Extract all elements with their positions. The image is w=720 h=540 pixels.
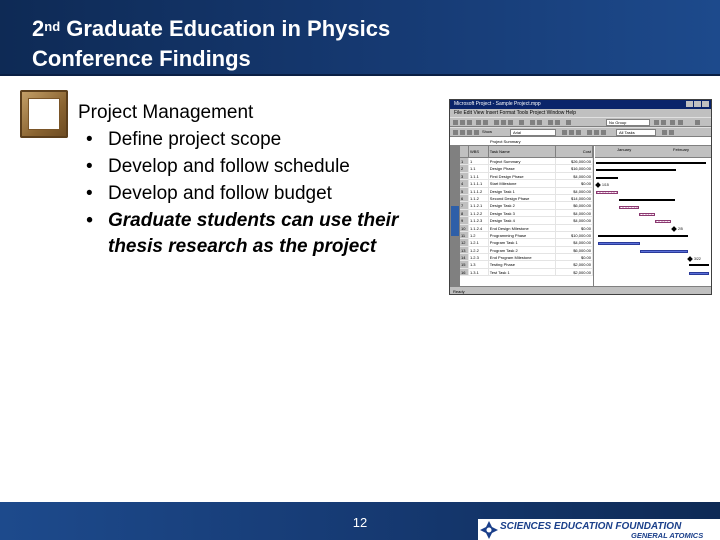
- table-cell: Program Task 1: [489, 239, 556, 245]
- table-row: [460, 269, 593, 276]
- gantt-milestone-label: 1/15: [602, 183, 609, 187]
- copy-picture-icon: [678, 120, 683, 125]
- notes-icon: [555, 120, 560, 125]
- outdent-icon: [453, 130, 458, 135]
- group-box: No Group: [606, 119, 650, 126]
- gantt-task-bar: [598, 242, 640, 245]
- table-cell: 1.1.2.3: [469, 217, 489, 223]
- table-cell: $6,000.00: [556, 247, 593, 253]
- table-cell: Design Task 2: [489, 202, 556, 208]
- table-cell: Second Design Phase: [489, 195, 556, 201]
- task-grid: [460, 146, 594, 286]
- bullet-item: [86, 181, 428, 207]
- slide-body: [78, 100, 428, 260]
- table-cell: 1: [460, 158, 469, 164]
- link-icon: [530, 120, 535, 125]
- bullet-text: Develop and follow schedule: [108, 156, 350, 177]
- table-cell: $6,000.00: [556, 202, 593, 208]
- title-line-1-text: Graduate Education in Physics: [60, 16, 391, 41]
- table-cell: 3: [460, 173, 469, 179]
- frame-inner: [28, 98, 60, 130]
- project-toolbar-formatting: [450, 127, 711, 137]
- view-bar: [450, 146, 460, 286]
- table-cell: Test Task 1: [489, 269, 556, 275]
- title-bar: [0, 0, 720, 76]
- gantt-task-bar: [689, 272, 709, 275]
- bold-icon: [562, 130, 567, 135]
- open-icon: [460, 120, 465, 125]
- sef-logo-icon: [480, 521, 498, 539]
- table-cell: 1.1.1.2: [469, 188, 489, 194]
- table-cell: End Program Milestone: [489, 254, 556, 260]
- table-cell: $4,000.00: [556, 239, 593, 245]
- gantt-summary-bar: [596, 169, 676, 171]
- table-row: [460, 261, 593, 268]
- gantt-month: January: [617, 147, 632, 152]
- project-window-title: Microsoft Project - Sample Project.mpp: [454, 101, 541, 107]
- save-icon: [467, 120, 472, 125]
- gantt-month: February: [673, 147, 690, 152]
- gantt-milestone: [595, 182, 601, 188]
- table-cell: 1: [469, 158, 489, 164]
- underline-icon: [576, 130, 581, 135]
- align-left-icon: [587, 130, 592, 135]
- table-cell: $10,000.00: [556, 232, 593, 238]
- maximize-icon: [694, 101, 701, 107]
- bullet-item: [86, 208, 428, 260]
- table-cell: 5: [460, 188, 469, 194]
- table-cell: 1.3: [469, 261, 489, 267]
- gantt-chart: [595, 146, 711, 286]
- zoom-in-icon: [654, 120, 659, 125]
- entry-bar: Project Summary: [450, 137, 711, 146]
- table-cell: 12: [460, 239, 469, 245]
- table-cell: 1.2.2: [469, 247, 489, 253]
- table-cell: End Design Milestone: [489, 225, 556, 231]
- table-cell: 14: [460, 254, 469, 260]
- table-row: [460, 158, 593, 165]
- unlink-icon: [537, 120, 542, 125]
- gantt-task-bar: [640, 250, 688, 253]
- body-heading: Project Management: [78, 102, 254, 123]
- table-row: [460, 254, 593, 261]
- bullet-dot: •: [86, 156, 93, 177]
- print-icon: [476, 120, 481, 125]
- table-cell: $0.00: [556, 254, 593, 260]
- grid-header-cell: Cost: [556, 146, 593, 157]
- project-screenshot: [449, 99, 712, 295]
- zoom-out-icon: [661, 120, 666, 125]
- table-cell: 1.1.2: [469, 195, 489, 201]
- bullet-dot: •: [86, 129, 93, 150]
- window-buttons: [686, 101, 709, 107]
- table-cell: 15: [460, 261, 469, 267]
- table-row: [460, 239, 593, 246]
- table-cell: Start Milestone: [489, 180, 556, 186]
- font-box: Arial: [510, 129, 556, 136]
- table-cell: 1.1.1.1: [469, 180, 489, 186]
- table-cell: Design Phase: [489, 165, 556, 171]
- table-cell: $16,000.00: [556, 165, 593, 171]
- table-cell: 11: [460, 232, 469, 238]
- gantt-milestone: [687, 256, 693, 262]
- gantt-milestone: [671, 226, 677, 232]
- title-ordinal-number: 2: [32, 16, 45, 41]
- align-center-icon: [594, 130, 599, 135]
- table-cell: $26,000.00: [556, 158, 593, 164]
- table-cell: Testing Phase: [489, 261, 556, 267]
- table-cell: $2,000.00: [556, 261, 593, 267]
- align-right-icon: [601, 130, 606, 135]
- table-cell: $0.00: [556, 180, 593, 186]
- grid-header-cell: [460, 146, 469, 157]
- table-cell: 1.2.1: [469, 239, 489, 245]
- page-number: 12: [352, 515, 368, 530]
- table-cell: $4,000.00: [556, 217, 593, 223]
- table-cell: 8: [460, 210, 469, 216]
- table-cell: Programming Phase: [489, 232, 556, 238]
- task-info-icon: [548, 120, 553, 125]
- assign-icon: [566, 120, 571, 125]
- gantt-timescale: [595, 146, 711, 158]
- table-cell: 1.1: [469, 165, 489, 171]
- table-row: [460, 247, 593, 254]
- gantt-task-bar: [596, 191, 618, 194]
- gantt-view-label: [451, 206, 459, 236]
- show-label: Show: [482, 129, 493, 134]
- table-cell: 16: [460, 269, 469, 275]
- table-row: [460, 225, 593, 232]
- indent-icon: [460, 130, 465, 135]
- show-subtasks-icon: [467, 130, 472, 135]
- project-toolbar-standard: [450, 117, 711, 127]
- project-window-titlebar: [450, 100, 711, 109]
- grid-header-cell: WBS: [469, 146, 489, 157]
- title-line-2: Conference Findings: [32, 46, 251, 71]
- hide-subtasks-icon: [474, 130, 479, 135]
- copy-icon: [501, 120, 506, 125]
- table-row: [460, 210, 593, 217]
- gantt-summary-bar: [619, 199, 675, 201]
- table-cell: 1.1.2.2: [469, 210, 489, 216]
- undo-icon: [519, 120, 524, 125]
- table-cell: Design Task 4: [489, 217, 556, 223]
- table-cell: 1.1.2.4: [469, 225, 489, 231]
- cut-icon: [494, 120, 499, 125]
- table-row: [460, 195, 593, 202]
- table-row: [460, 217, 593, 224]
- table-row: [460, 202, 593, 209]
- gantt-summary-bar: [596, 177, 618, 179]
- bullet-text: Develop and follow budget: [108, 183, 332, 204]
- table-cell: 4: [460, 180, 469, 186]
- table-cell: Program Task 2: [489, 247, 556, 253]
- gantt-wizard-icon: [669, 130, 674, 135]
- table-cell: Design Task 1: [489, 188, 556, 194]
- minimize-icon: [686, 101, 693, 107]
- grid-rows: [460, 158, 593, 276]
- gantt-milestone-label: 3/22: [694, 257, 701, 261]
- preview-icon: [483, 120, 488, 125]
- gantt-task-bar: [619, 206, 639, 209]
- gantt-summary-bar: [596, 162, 706, 164]
- table-cell: $4,000.00: [556, 210, 593, 216]
- table-row: [460, 180, 593, 187]
- table-cell: 1.2: [469, 232, 489, 238]
- gantt-milestone-label: 2/5: [678, 227, 683, 231]
- table-cell: 1.1.1: [469, 173, 489, 179]
- bullet-item: [86, 154, 428, 180]
- table-cell: 9: [460, 217, 469, 223]
- status-bar: Ready: [450, 286, 711, 295]
- close-icon: [702, 101, 709, 107]
- logo-subtitle: GENERAL ATOMICS: [631, 531, 704, 540]
- table-cell: 13: [460, 247, 469, 253]
- goto-task-icon: [670, 120, 675, 125]
- table-cell: 10: [460, 225, 469, 231]
- bullet-list: [86, 127, 428, 260]
- gantt-summary-bar: [689, 264, 709, 266]
- picture-frame-icon: [20, 90, 68, 138]
- help-icon: [695, 120, 700, 125]
- table-cell: 7: [460, 202, 469, 208]
- table-cell: $14,000.00: [556, 195, 593, 201]
- table-cell: $4,000.00: [556, 173, 593, 179]
- table-cell: First Design Phase: [489, 173, 556, 179]
- table-row: [460, 232, 593, 239]
- bullet-text: Define project scope: [108, 129, 282, 150]
- new-icon: [453, 120, 458, 125]
- project-menubar: File Edit View Insert Format Tools Project Window Help: [454, 110, 577, 116]
- bullet-dot: •: [86, 210, 93, 231]
- slide-title: [32, 14, 390, 74]
- grid-header: [460, 146, 593, 158]
- table-row: [460, 173, 593, 180]
- table-cell: Design Task 3: [489, 210, 556, 216]
- title-line-1: [32, 14, 390, 44]
- table-cell: $4,000.00: [556, 188, 593, 194]
- filter-box: All Tasks: [616, 129, 656, 136]
- bullet-text: Graduate students can use their thesis research as the project: [108, 210, 399, 257]
- table-row: [460, 188, 593, 195]
- table-cell: 1.3.1: [469, 269, 489, 275]
- autofilter-icon: [662, 130, 667, 135]
- gantt-task-bar: [655, 220, 671, 223]
- gantt-summary-bar: [598, 235, 688, 237]
- table-row: [460, 165, 593, 172]
- paste-icon: [508, 120, 513, 125]
- table-cell: 1.1.2.1: [469, 202, 489, 208]
- bullet-dot: •: [86, 183, 93, 204]
- logo-name: SCIENCES EDUCATION FOUNDATION: [500, 521, 682, 532]
- title-ordinal-suffix: nd: [44, 19, 61, 34]
- table-cell: $0.00: [556, 225, 593, 231]
- table-cell: $2,000.00: [556, 269, 593, 275]
- table-cell: Project Summary: [489, 158, 556, 164]
- italic-icon: [569, 130, 574, 135]
- table-cell: 2: [460, 165, 469, 171]
- grid-header-cell: Task Name: [489, 146, 556, 157]
- gantt-task-bar: [639, 213, 655, 216]
- table-cell: 6: [460, 195, 469, 201]
- table-cell: 1.2.3: [469, 254, 489, 260]
- bullet-item: [86, 127, 428, 153]
- project-view: [450, 146, 711, 286]
